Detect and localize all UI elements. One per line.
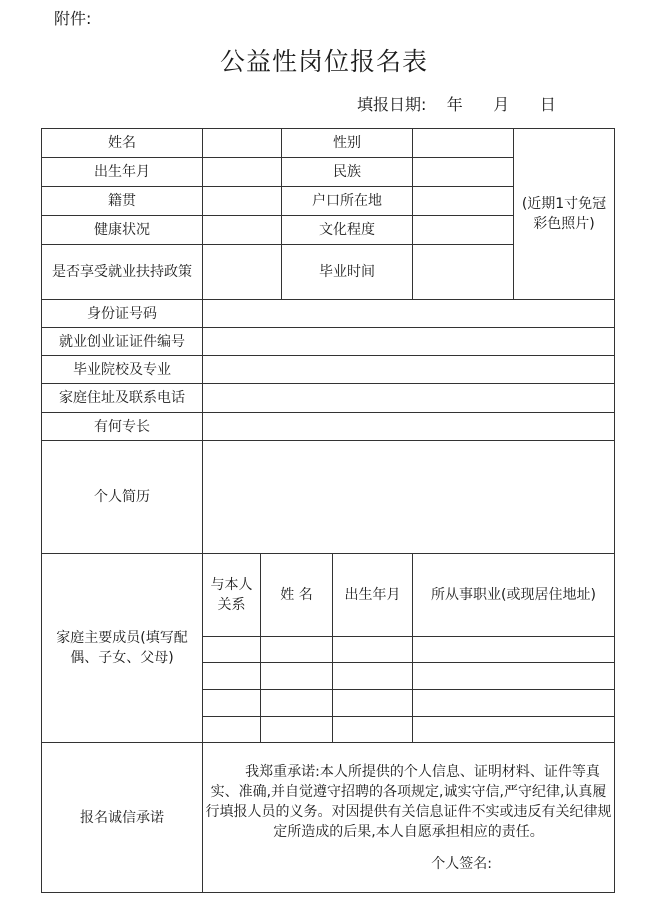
signature-label[interactable]: 个人签名: bbox=[431, 855, 492, 872]
employment-support-value-cell[interactable] bbox=[203, 245, 282, 300]
address-phone-label: 家庭住址及联系电话 bbox=[42, 384, 203, 413]
name-value-cell[interactable] bbox=[203, 129, 282, 158]
resume-value-cell[interactable] bbox=[203, 441, 615, 554]
family-row-1-name[interactable] bbox=[261, 637, 333, 663]
family-members-label: 家庭主要成员(填写配偶、子女、父母) bbox=[42, 554, 203, 743]
birth-label: 出生年月 bbox=[42, 158, 203, 187]
id-number-label: 身份证号码 bbox=[42, 300, 203, 328]
day-label: 日 bbox=[539, 95, 556, 114]
education-value-cell[interactable] bbox=[413, 216, 514, 245]
specialty-value-cell[interactable] bbox=[203, 413, 615, 441]
form-title: 公益性岗位报名表 bbox=[219, 47, 428, 76]
month-label: 月 bbox=[493, 95, 510, 114]
household-location-value-cell[interactable] bbox=[413, 187, 514, 216]
registration-form-table bbox=[41, 128, 615, 893]
health-value-cell[interactable] bbox=[203, 216, 282, 245]
family-row-3-occupation[interactable] bbox=[413, 690, 615, 717]
pledge-cell bbox=[203, 743, 615, 893]
employment-support-label: 是否享受就业扶持政策 bbox=[42, 245, 203, 300]
family-row-1-birth[interactable] bbox=[333, 637, 413, 663]
gender-label: 性别 bbox=[282, 129, 413, 158]
specialty-label: 有何专长 bbox=[42, 413, 203, 441]
health-label: 健康状况 bbox=[42, 216, 203, 245]
family-row-4-name[interactable] bbox=[261, 717, 333, 743]
pledge-label: 报名诚信承诺 bbox=[42, 743, 203, 893]
attachment-label: 附件: bbox=[54, 9, 92, 28]
family-row-1-relation[interactable] bbox=[203, 637, 261, 663]
year-label: 年 bbox=[446, 95, 463, 114]
family-row-2-relation[interactable] bbox=[203, 663, 261, 690]
family-row-4-occupation[interactable] bbox=[413, 717, 615, 743]
ethnicity-label: 民族 bbox=[282, 158, 413, 187]
school-major-value-cell[interactable] bbox=[203, 356, 615, 384]
family-row-3-name[interactable] bbox=[261, 690, 333, 717]
employment-cert-label: 就业创业证证件编号 bbox=[42, 328, 203, 356]
photo-placeholder[interactable]: (近期1寸免冠彩色照片) bbox=[514, 129, 615, 300]
address-phone-value-cell[interactable] bbox=[203, 384, 615, 413]
education-label: 文化程度 bbox=[282, 216, 413, 245]
employment-cert-value-cell[interactable] bbox=[203, 328, 615, 356]
household-location-label: 户口所在地 bbox=[282, 187, 413, 216]
family-birth-header: 出生年月 bbox=[333, 554, 413, 637]
family-row-1-occupation[interactable] bbox=[413, 637, 615, 663]
family-row-4-relation[interactable] bbox=[203, 717, 261, 743]
family-row-2-occupation[interactable] bbox=[413, 663, 615, 690]
family-row-3-relation[interactable] bbox=[203, 690, 261, 717]
family-row-4-birth[interactable] bbox=[333, 717, 413, 743]
family-occupation-header: 所从事职业(或现居住地址) bbox=[413, 554, 615, 637]
pledge-text: 我郑重承诺:本人所提供的个人信息、证明材料、证件等真实、准确,并自觉遵守招聘的各项规定,诚实守信,严守纪律,认真履行填报人员的义务。对因提供有关信息证件不实或违反有关纪律规定所造成的后果,本人自愿承担相应的责任。 bbox=[205, 763, 612, 840]
id-number-value-cell[interactable] bbox=[203, 300, 615, 328]
graduation-time-label: 毕业时间 bbox=[282, 245, 413, 300]
family-name-header: 姓 名 bbox=[261, 554, 333, 637]
date-label: 填报日期: bbox=[357, 95, 427, 114]
name-label: 姓名 bbox=[42, 129, 203, 158]
family-row-2-birth[interactable] bbox=[333, 663, 413, 690]
ethnicity-value-cell[interactable] bbox=[413, 158, 514, 187]
fill-date-line bbox=[357, 92, 556, 115]
family-relation-header: 与本人关系 bbox=[203, 554, 261, 637]
gender-value-cell[interactable] bbox=[413, 129, 514, 158]
native-place-value-cell[interactable] bbox=[203, 187, 282, 216]
resume-label: 个人简历 bbox=[42, 441, 203, 554]
school-major-label: 毕业院校及专业 bbox=[42, 356, 203, 384]
birth-value-cell[interactable] bbox=[203, 158, 282, 187]
family-row-3-birth[interactable] bbox=[333, 690, 413, 717]
family-row-2-name[interactable] bbox=[261, 663, 333, 690]
native-place-label: 籍贯 bbox=[42, 187, 203, 216]
graduation-time-value-cell[interactable] bbox=[413, 245, 514, 300]
